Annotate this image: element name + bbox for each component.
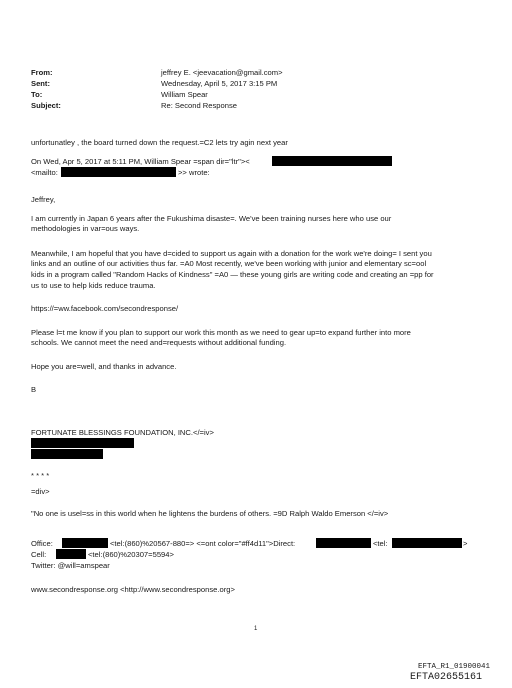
efta-id-small: EFTA_R1_01900041 xyxy=(418,663,491,671)
from-label: From: xyxy=(31,68,53,77)
sent-value: Wednesday, April 5, 2017 3:15 PM xyxy=(161,79,278,88)
to-label: To: xyxy=(31,90,43,99)
redaction-block xyxy=(62,538,108,548)
para1-line1: I am currently in Japan 6 years after the Fukushima disaste=. We've been training nurses here who use our xyxy=(31,214,392,223)
reply-line: unfortunatley , the board turned down the request.=C2 lets try agin next year xyxy=(31,138,288,147)
page-number: 1 xyxy=(254,626,258,632)
para1-line2: methodologies in var=ous ways. xyxy=(31,224,140,233)
redaction-block xyxy=(56,549,86,559)
twitter-handle: Twitter: @will=amspear xyxy=(31,561,110,570)
para3-line1: Please l=t me know if you plan to support our work this month as we need to gear up=to expand further into more xyxy=(31,328,411,337)
closing-line: Hope you are=well, and thanks in advance. xyxy=(31,362,177,371)
redaction-block xyxy=(272,156,392,166)
quote-line-1: On Wed, Apr 5, 2017 at 5:11 PM, William Spear =span dir="ltr">< xyxy=(31,157,250,166)
direct-tel-suffix: > xyxy=(463,539,468,548)
sent-label: Sent: xyxy=(31,79,50,88)
subject-label: Subject: xyxy=(31,101,61,110)
cell-label: Cell: xyxy=(31,550,47,559)
direct-tel-prefix: <tel: xyxy=(373,539,388,548)
emerson-quote: "No one is usel=ss in this world when he lightens the burdens of others. =9D Ralph Waldo Emerson </=iv> xyxy=(31,509,389,518)
subject-value: Re: Second Response xyxy=(161,101,237,110)
greeting: Jeffrey, xyxy=(31,195,56,204)
redaction-block xyxy=(31,438,134,448)
redaction-block xyxy=(61,167,176,177)
to-value: William Spear xyxy=(161,90,208,99)
from-value: jeffrey E. <jeevacation@gmail.com> xyxy=(161,68,283,77)
redaction-block xyxy=(392,538,462,548)
para2-line2: links and an outline of our activities thus far. =A0 Most recently, we've been working with junior and elementary sc=ool xyxy=(31,259,427,268)
cell-tel: <tel:(860)%20307=5594> xyxy=(88,550,174,559)
redaction-block xyxy=(31,449,103,459)
para2-line1: Meanwhile, I am hopeful that you have d=cided to support us again with a donation for the work we're doing= I sent you xyxy=(31,249,432,258)
office-label: Office: xyxy=(31,539,53,548)
efta-id-large: EFTA02655161 xyxy=(410,672,483,683)
website-link: www.secondresponse.org <http://www.secondresponse.org> xyxy=(31,585,235,594)
para3-line2: schools. We cannot meet the need and=requests without additional funding. xyxy=(31,338,287,347)
org-line: FORTUNATE BLESSINGS FOUNDATION, INC.</=iv> xyxy=(31,428,214,437)
para2-line3: kids in a program called "Random Hacks of Kindness" =A0 — these young girls are writing code and creating an =pp for xyxy=(31,270,434,279)
div-tag: =div> xyxy=(31,487,50,496)
quote-line-2-suffix: >> wrote: xyxy=(178,168,210,177)
sender-initial: B xyxy=(31,385,37,394)
office-tel: <tel:(860)%20567-880=> <=ont color="#ff4d11">Direct: xyxy=(110,539,296,548)
redaction-block xyxy=(316,538,371,548)
para2-line4: us to use to help kids reduce trauma. xyxy=(31,281,156,290)
stars-separator: * * * * xyxy=(31,471,50,480)
facebook-url: https://=ww.facebook.com/secondresponse/ xyxy=(31,304,179,313)
quote-line-2-prefix: <mailto: xyxy=(31,168,58,177)
